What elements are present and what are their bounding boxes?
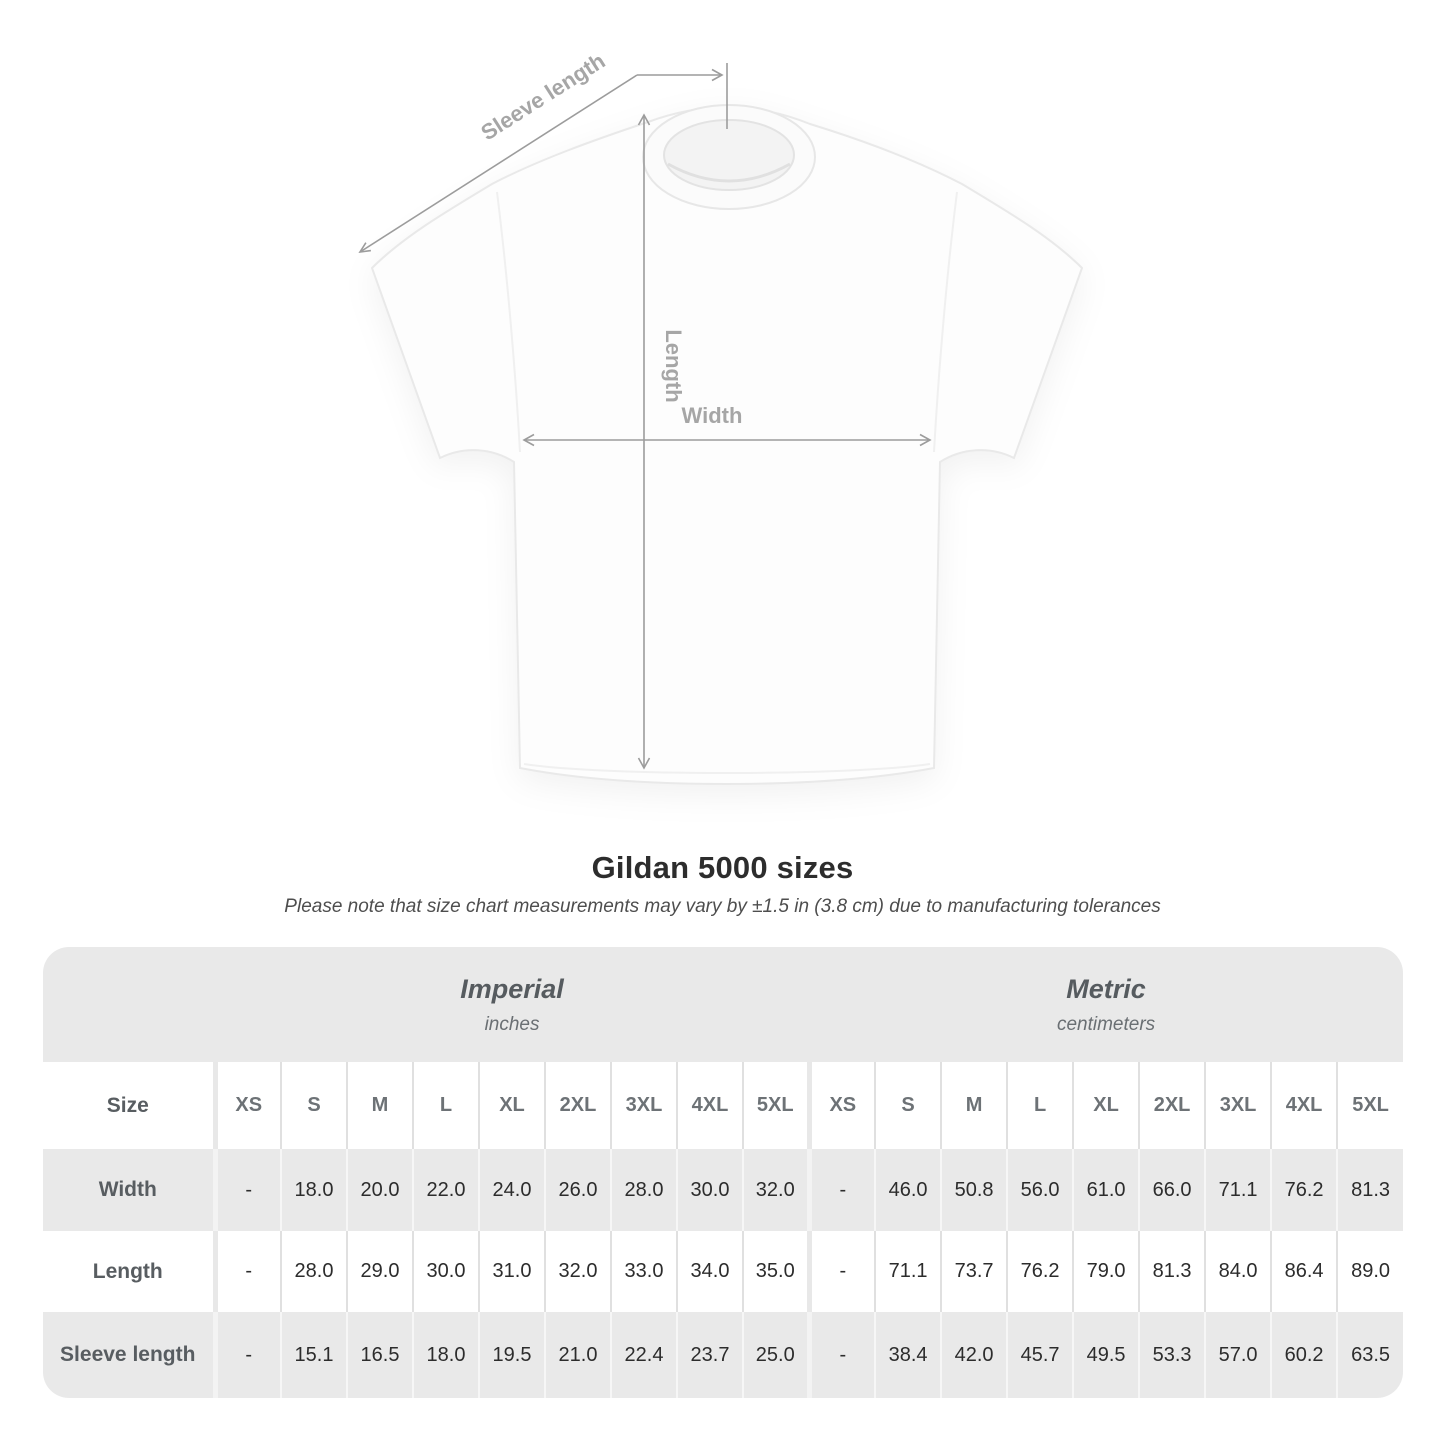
- size-header-cell: 4XL: [1271, 1062, 1337, 1149]
- size-header-cell: XS: [809, 1062, 875, 1149]
- value-cell: -: [809, 1149, 875, 1231]
- value-cell: 49.5: [1073, 1312, 1139, 1398]
- size-header-cell: 4XL: [677, 1062, 743, 1149]
- size-header-cell: L: [413, 1062, 479, 1149]
- size-header-cell: 3XL: [1205, 1062, 1271, 1149]
- length-label: Length: [661, 329, 686, 403]
- value-cell: 23.7: [677, 1312, 743, 1398]
- value-cell: 79.0: [1073, 1231, 1139, 1312]
- value-cell: 26.0: [545, 1149, 611, 1231]
- value-cell: 66.0: [1139, 1149, 1205, 1231]
- value-cell: 25.0: [743, 1312, 809, 1398]
- imperial-group-header: [215, 947, 809, 1062]
- imperial-group-title: Imperial: [460, 973, 564, 1004]
- value-cell: 53.3: [1139, 1312, 1205, 1398]
- size-header-cell: XL: [479, 1062, 545, 1149]
- value-cell: 18.0: [281, 1149, 347, 1231]
- value-cell: 22.0: [413, 1149, 479, 1231]
- value-cell: 76.2: [1271, 1149, 1337, 1231]
- size-header-row: [43, 1062, 1403, 1149]
- size-header-cell: XL: [1073, 1062, 1139, 1149]
- value-cell: 15.1: [281, 1312, 347, 1398]
- size-header-cell: 3XL: [611, 1062, 677, 1149]
- value-cell: -: [215, 1312, 281, 1398]
- value-cell: 24.0: [479, 1149, 545, 1231]
- table-row-sleeve-length: [43, 1312, 1403, 1398]
- value-cell: 20.0: [347, 1149, 413, 1231]
- value-cell: 46.0: [875, 1149, 941, 1231]
- value-cell: 56.0: [1007, 1149, 1073, 1231]
- corner-spacer: [43, 947, 215, 1062]
- value-cell: 33.0: [611, 1231, 677, 1312]
- value-cell: 89.0: [1337, 1231, 1403, 1312]
- value-cell: 76.2: [1007, 1231, 1073, 1312]
- size-header-cell: L: [1007, 1062, 1073, 1149]
- size-corner-label: Size: [43, 1062, 215, 1149]
- value-cell: 71.1: [875, 1231, 941, 1312]
- value-cell: 63.5: [1337, 1312, 1403, 1398]
- value-cell: 81.3: [1337, 1149, 1403, 1231]
- value-cell: 61.0: [1073, 1149, 1139, 1231]
- value-cell: -: [809, 1231, 875, 1312]
- value-cell: 19.5: [479, 1312, 545, 1398]
- value-cell: 73.7: [941, 1231, 1007, 1312]
- row-label: Sleeve length: [43, 1312, 215, 1398]
- size-chart-table-container: [43, 947, 1403, 1398]
- value-cell: 18.0: [413, 1312, 479, 1398]
- metric-group-unit: centimeters: [1056, 1013, 1156, 1035]
- unit-group-row: [43, 947, 1403, 1062]
- size-header-cell: S: [281, 1062, 347, 1149]
- value-cell: 32.0: [743, 1149, 809, 1231]
- table-row-width: [43, 1149, 1403, 1231]
- value-cell: -: [215, 1149, 281, 1231]
- width-label: Width: [681, 403, 743, 428]
- value-cell: 35.0: [743, 1231, 809, 1312]
- row-label: Width: [43, 1149, 215, 1231]
- value-cell: 81.3: [1139, 1231, 1205, 1312]
- size-chart-table: [43, 947, 1403, 1398]
- value-cell: 22.4: [611, 1312, 677, 1398]
- page-title: Gildan 5000 sizes: [591, 850, 854, 885]
- size-header-cell: 2XL: [545, 1062, 611, 1149]
- metric-group-title: Metric: [1066, 973, 1146, 1004]
- value-cell: 28.0: [281, 1231, 347, 1312]
- value-cell: 34.0: [677, 1231, 743, 1312]
- value-cell: 30.0: [413, 1231, 479, 1312]
- value-cell: 45.7: [1007, 1312, 1073, 1398]
- value-cell: 71.1: [1205, 1149, 1271, 1231]
- value-cell: 60.2: [1271, 1312, 1337, 1398]
- size-header-cell: S: [875, 1062, 941, 1149]
- value-cell: 42.0: [941, 1312, 1007, 1398]
- table-row-length: [43, 1231, 1403, 1312]
- imperial-group-unit: inches: [484, 1013, 540, 1035]
- row-label: Length: [43, 1231, 215, 1312]
- size-header-cell: 5XL: [743, 1062, 809, 1149]
- value-cell: 28.0: [611, 1149, 677, 1231]
- value-cell: 31.0: [479, 1231, 545, 1312]
- value-cell: 21.0: [545, 1312, 611, 1398]
- size-header-cell: 2XL: [1139, 1062, 1205, 1149]
- size-header-cell: 5XL: [1337, 1062, 1403, 1149]
- value-cell: 38.4: [875, 1312, 941, 1398]
- arrowhead-sleeve-icon: [360, 243, 371, 252]
- size-header-cell: XS: [215, 1062, 281, 1149]
- value-cell: 57.0: [1205, 1312, 1271, 1398]
- metric-group-header: [809, 947, 1403, 1062]
- sleeve-length-label: Sleeve length: [476, 48, 610, 146]
- tshirt-shape: [372, 105, 1082, 784]
- value-cell: -: [215, 1231, 281, 1312]
- value-cell: 30.0: [677, 1149, 743, 1231]
- size-header-cell: M: [941, 1062, 1007, 1149]
- value-cell: -: [809, 1312, 875, 1398]
- value-cell: 29.0: [347, 1231, 413, 1312]
- value-cell: 50.8: [941, 1149, 1007, 1231]
- value-cell: 16.5: [347, 1312, 413, 1398]
- value-cell: 84.0: [1205, 1231, 1271, 1312]
- value-cell: 86.4: [1271, 1231, 1337, 1312]
- tolerance-note: Please note that size chart measurements may vary by ±1.5 in (3.8 cm) due to manufacturing tolerances: [284, 896, 1161, 917]
- size-header-cell: M: [347, 1062, 413, 1149]
- value-cell: 32.0: [545, 1231, 611, 1312]
